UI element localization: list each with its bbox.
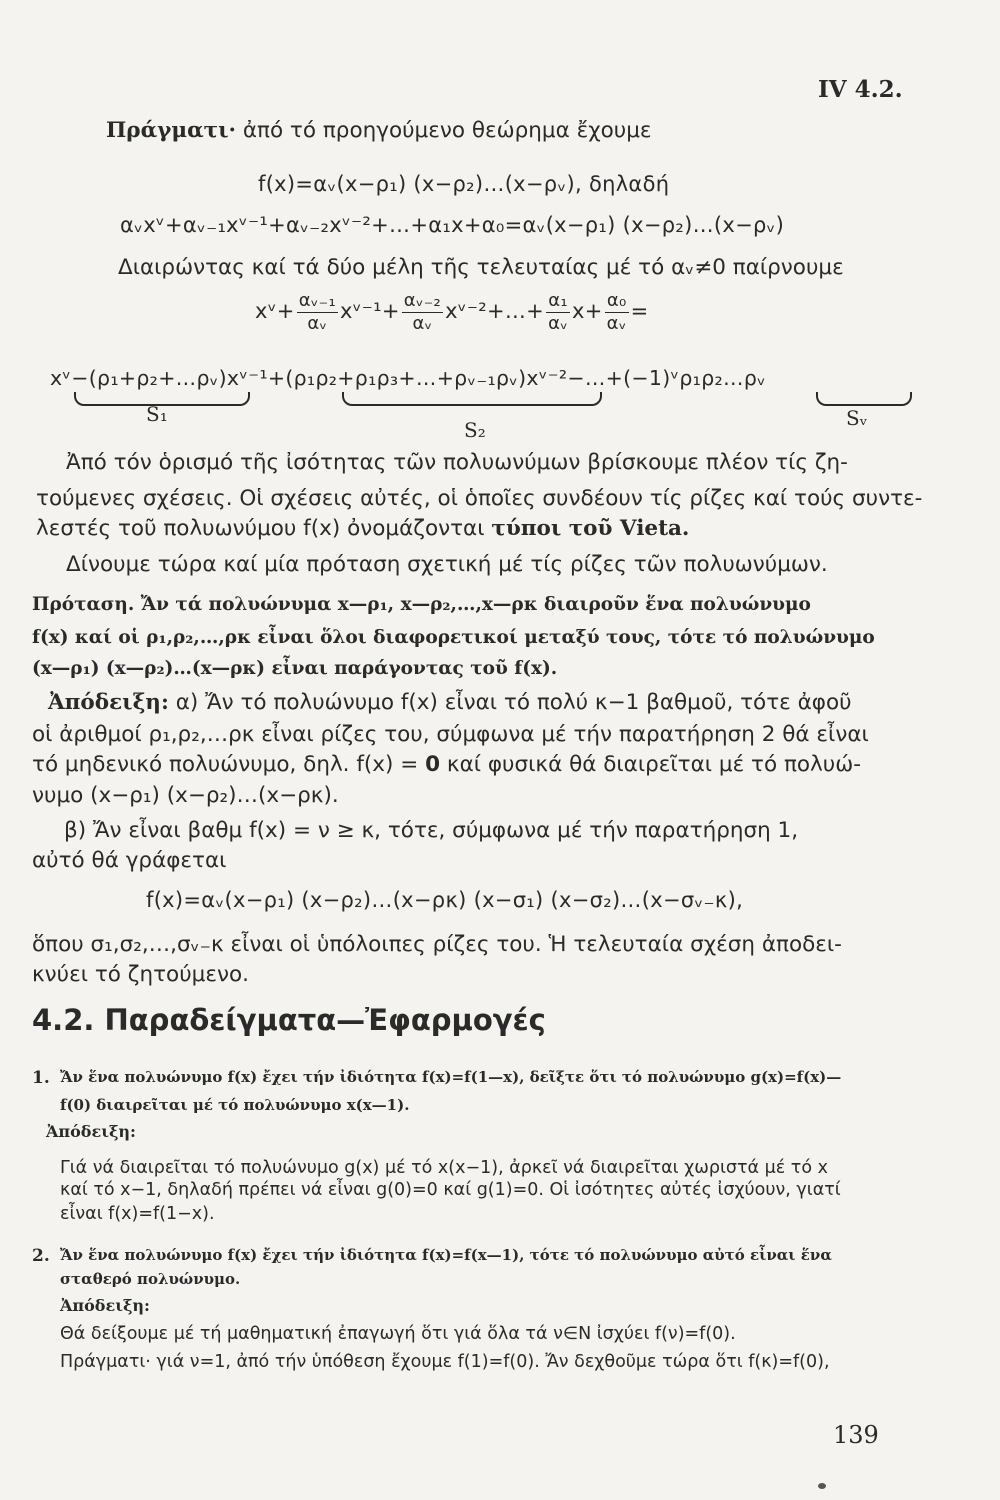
fraction-2 [402, 290, 443, 334]
proof-line-4: νυμο (x−ρ₁) (x−ρ₂)…(x−ρκ). [32, 783, 339, 808]
brace-s2 [342, 392, 602, 406]
vieta-term: τύποι τοῦ Vieta. [491, 516, 690, 541]
fraction-3-num: α₁ [546, 290, 570, 313]
fraction-equation [255, 290, 649, 334]
equation-factored: f(x)=αᵥ(x−ρ₁) (x−ρ₂)…(x−ρᵥ), δηλαδή [258, 172, 670, 196]
polynomial-expansion: xᵛ−(ρ₁+ρ₂+…ρᵥ)xᵛ⁻¹+(ρ₁ρ₂+ρ₁ρ₃+…+ρᵥ₋₁ρᵥ)xᵛ⁻²−…+(−1)ᵛρ₁ρ₂…ρᵥ [50, 366, 766, 390]
ink-mark [818, 1483, 826, 1489]
proof-line-7: ὅπου σ₁,σ₂,…,σᵥ₋κ εἶναι οἱ ὑπόλοιπες ρίζες του. Ἡ τελευταία σχέση ἀποδει- [32, 932, 842, 957]
brace-sv [816, 392, 912, 406]
fraction-4-num: α₀ [605, 290, 629, 313]
intro-text: ἀπό τό προηγούμενο θεώρημα ἔχουμε [242, 118, 652, 143]
proposition-line-2: f(x) καί οἱ ρ₁,ρ₂,…,ρκ εἶναι ὅλοι διαφορετικοί μεταξύ τους, τότε τό πολυώνυμο [32, 627, 875, 648]
example-1-proof-3: εἶναι f(x)=f(1−x). [60, 1204, 215, 1224]
example-2-proof-1: Θά δείξουμε μέ τή μαθηματική ἐπαγωγή ὅτι γιά ὅλα τά ν∈N ἰσχύει f(ν)=f(0). [60, 1324, 736, 1344]
example-1-proof-2: καί τό x−1, δηλαδή πρέπει νά εἶναι g(0)=0 καί g(1)=0. Οἱ ἰσότητες αὐτές ἰσχύουν, γιατί [60, 1180, 841, 1200]
fraction-4-den: αᵥ [606, 312, 627, 334]
label-s2: S₂ [464, 418, 486, 442]
fraction-4 [605, 290, 629, 334]
proof-line-1-text: α) Ἄν τό πολυώνυμο f(x) εἶναι τό πολύ κ−1 βαθμοῦ, τότε ἀφοῦ [175, 690, 852, 715]
intro-line-1 [106, 118, 652, 144]
fraction-1-den: αᵥ [307, 312, 328, 334]
intro-line-4: Διαιρώντας καί τά δύο μέλη τῆς τελευταίας μέ τό αᵥ≠0 παίρνουμε [118, 255, 844, 280]
example-2-statement-1: Ἄν ἕνα πολυώνυμο f(x) ἔχει τήν ἰδιότητα f(x)=f(x—1), τότε τό πολυώνυμο αὐτό εἶναι ἕνα [60, 1246, 832, 1264]
example-2-statement-2: σταθερό πολυώνυμο. [60, 1270, 241, 1288]
vieta-line-4: Δίνουμε τώρα καί μία πρόταση σχετική μέ τίς ρίζες τῶν πολυωνύμων. [66, 552, 828, 577]
vieta-line-3 [36, 516, 689, 542]
equation-expanded: αᵥxᵛ+αᵥ₋₁xᵛ⁻¹+αᵥ₋₂xᵛ⁻²+…+α₁x+α₀=αᵥ(x−ρ₁) (x−ρ₂)…(x−ρᵥ) [120, 213, 785, 237]
section-title: 4.2. Παραδείγματα—Ἐφαρμογές [32, 1003, 546, 1037]
example-1-statement-2: f(0) διαιρεῖται μέ τό πολυώνυμο x(x—1). [60, 1096, 410, 1114]
proof-label: Ἀπόδειξη: [48, 690, 169, 715]
proof-line-5: β) Ἄν εἶναι βαθμ f(x) = ν ≥ κ, τότε, σύμφωνα μέ τήν παρατήρηση 1, [64, 818, 799, 843]
running-head: IV 4.2. [818, 76, 903, 103]
vieta-line-2: τούμενες σχέσεις. Οἱ σχέσεις αὐτές, οἱ ὁποῖες συνδέουν τίς ρίζες καί τούς συντε- [36, 486, 923, 511]
example-1-proof-label: Ἀπόδειξη: [46, 1122, 136, 1141]
page-number: 139 [833, 1421, 879, 1449]
fraction-1 [297, 290, 338, 334]
fraction-eq-lead: xᵛ+ [255, 299, 295, 324]
label-s1: S₁ [146, 402, 168, 426]
fraction-1-num: αᵥ₋₁ [298, 290, 336, 311]
fraction-3 [546, 290, 570, 334]
proof-line-2: οἱ ἀριθμοί ρ₁,ρ₂,…ρκ εἶναι ρίζες του, σύμφωνα μέ τήν παρατήρηση 2 θά εἶναι [32, 722, 869, 747]
example-2-proof-2: Πράγματι· γιά ν=1, ἀπό τήν ὑπόθεση ἔχουμε f(1)=f(0). Ἄν δεχθοῦμε τώρα ὅτι f(κ)=f(0), [60, 1352, 830, 1372]
proposition-line-3: (x—ρ₁) (x—ρ₂)…(x—ρκ) εἶναι παράγοντας τοῦ f(x). [32, 658, 558, 679]
fraction-2-den: αᵥ [412, 312, 433, 334]
proof-line-3-a: τό μηδενικό πολυώνυμο, δηλ. f(x) = [32, 752, 419, 777]
proposition-line-1: Πρόταση. Ἄν τά πολυώνυμα x—ρ₁, x—ρ₂,…,x—ρκ διαιροῦν ἕνα πολυώνυμο [32, 594, 811, 615]
fraction-eq-mid-3: x+ [572, 299, 603, 324]
example-1-number: 1. [32, 1068, 50, 1088]
proof-line-8: κνύει τό ζητούμενο. [32, 962, 249, 987]
example-2-proof-label: Ἀπόδειξη: [60, 1296, 150, 1315]
proof-line-3 [32, 752, 861, 778]
label-sv: Sᵥ [846, 406, 868, 430]
fraction-3-den: αᵥ [548, 312, 569, 334]
proof-zero: 0 [425, 752, 441, 777]
proof-line-6: αὐτό θά γράφεται [32, 848, 227, 873]
proof-equation: f(x)=αᵥ(x−ρ₁) (x−ρ₂)…(x−ρκ) (x−σ₁) (x−σ₂)…(x−σᵥ₋κ), [146, 888, 744, 912]
example-2-number: 2. [32, 1246, 50, 1266]
fraction-eq-tail: = [630, 299, 649, 324]
proof-line-1 [48, 690, 852, 716]
example-1-proof-1: Γιά νά διαιρεῖται τό πολυώνυμο g(x) μέ τό x(x−1), ἀρκεῖ νά διαιρεῖται χωριστά μέ τό x [60, 1158, 828, 1178]
fraction-eq-mid-2: xᵛ⁻²+…+ [445, 299, 545, 324]
proof-line-3-b: καί φυσικά θά διαιρεῖται μέ τό πολυώ- [446, 752, 861, 777]
fraction-2-num: αᵥ₋₂ [403, 290, 442, 311]
vieta-line-3-text: λεστές τοῦ πολυωνύμου f(x) ὀνομάζονται [36, 516, 485, 541]
fraction-eq-mid-1: xᵛ⁻¹+ [339, 299, 400, 324]
example-1-statement-1: Ἄν ἕνα πολυώνυμο f(x) ἔχει τήν ἰδιότητα f(x)=f(1—x), δεῖξτε ὅτι τό πολυώνυμο g(x)=f(x)— [60, 1068, 842, 1086]
vieta-line-1: Ἀπό τόν ὁρισμό τῆς ἰσότητας τῶν πολυωνύμων βρίσκουμε πλέον τίς ζη- [66, 450, 848, 475]
intro-bold-word: Πράγματι· [106, 118, 236, 143]
